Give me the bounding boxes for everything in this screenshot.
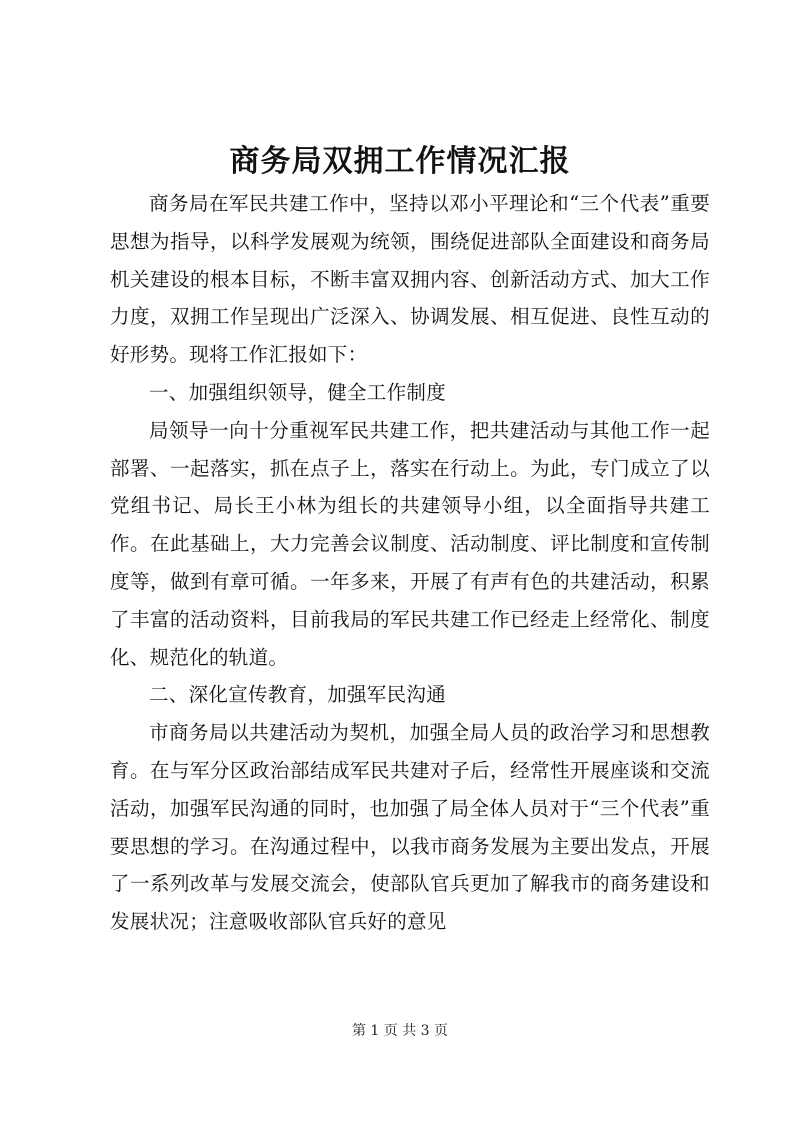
section-1-paragraph: 局领导一向十分重视军民共建工作，把共建活动与其他工作一起部署、一起落实，抓在点子上，落实在行动上。为此，专门成立了以党组书记、局长王小林为组长的共建领导小组，以全面指导共建工作。在此基础上，大力完善会议制度、活动制度、评比制度和宣传制度等，做到有章可循。一年多来，开展了有声有色的共建活动，积累了丰富的活动资料，目前我局的军民共建工作已经走上经常化、制度化、规范化的轨道。 xyxy=(110,418,710,669)
section-2-heading: 二、深化宣传教育，加强军民沟通 xyxy=(149,683,447,707)
document-title: 商务局双拥工作情况汇报 xyxy=(229,144,571,179)
section-2-paragraph: 市商务局以共建活动为契机，加强全局人员的政治学习和思想教育。在与军分区政治部结成军民共建对子后，经常性开展座谈和交流活动，加强军民沟通的同时，也加强了局全体人员对于“三个代表”重要思想的学习。在沟通过程中，以我市商务发展为主要出发点，开展了一系列改革与发展交流会，使部队官兵更加了解我市的商务建设和发展状况；注意吸收部队官兵好的意见 xyxy=(110,721,710,934)
document-body xyxy=(110,185,710,941)
section-1-heading: 一、加强组织领导，健全工作制度 xyxy=(149,380,447,404)
page-footer: 第 1 页 共 3 页 xyxy=(351,1023,449,1039)
intro-paragraph: 商务局在军民共建工作中，坚持以邓小平理论和“三个代表”重要思想为指导，以科学发展观为统领，围绕促进部队全面建设和商务局机关建设的根本目标，不断丰富双拥内容、创新活动方式、加大工作力度，双拥工作呈现出广泛深入、协调发展、相互促进、良性互动的好形势。现将工作汇报如下： xyxy=(110,192,710,367)
